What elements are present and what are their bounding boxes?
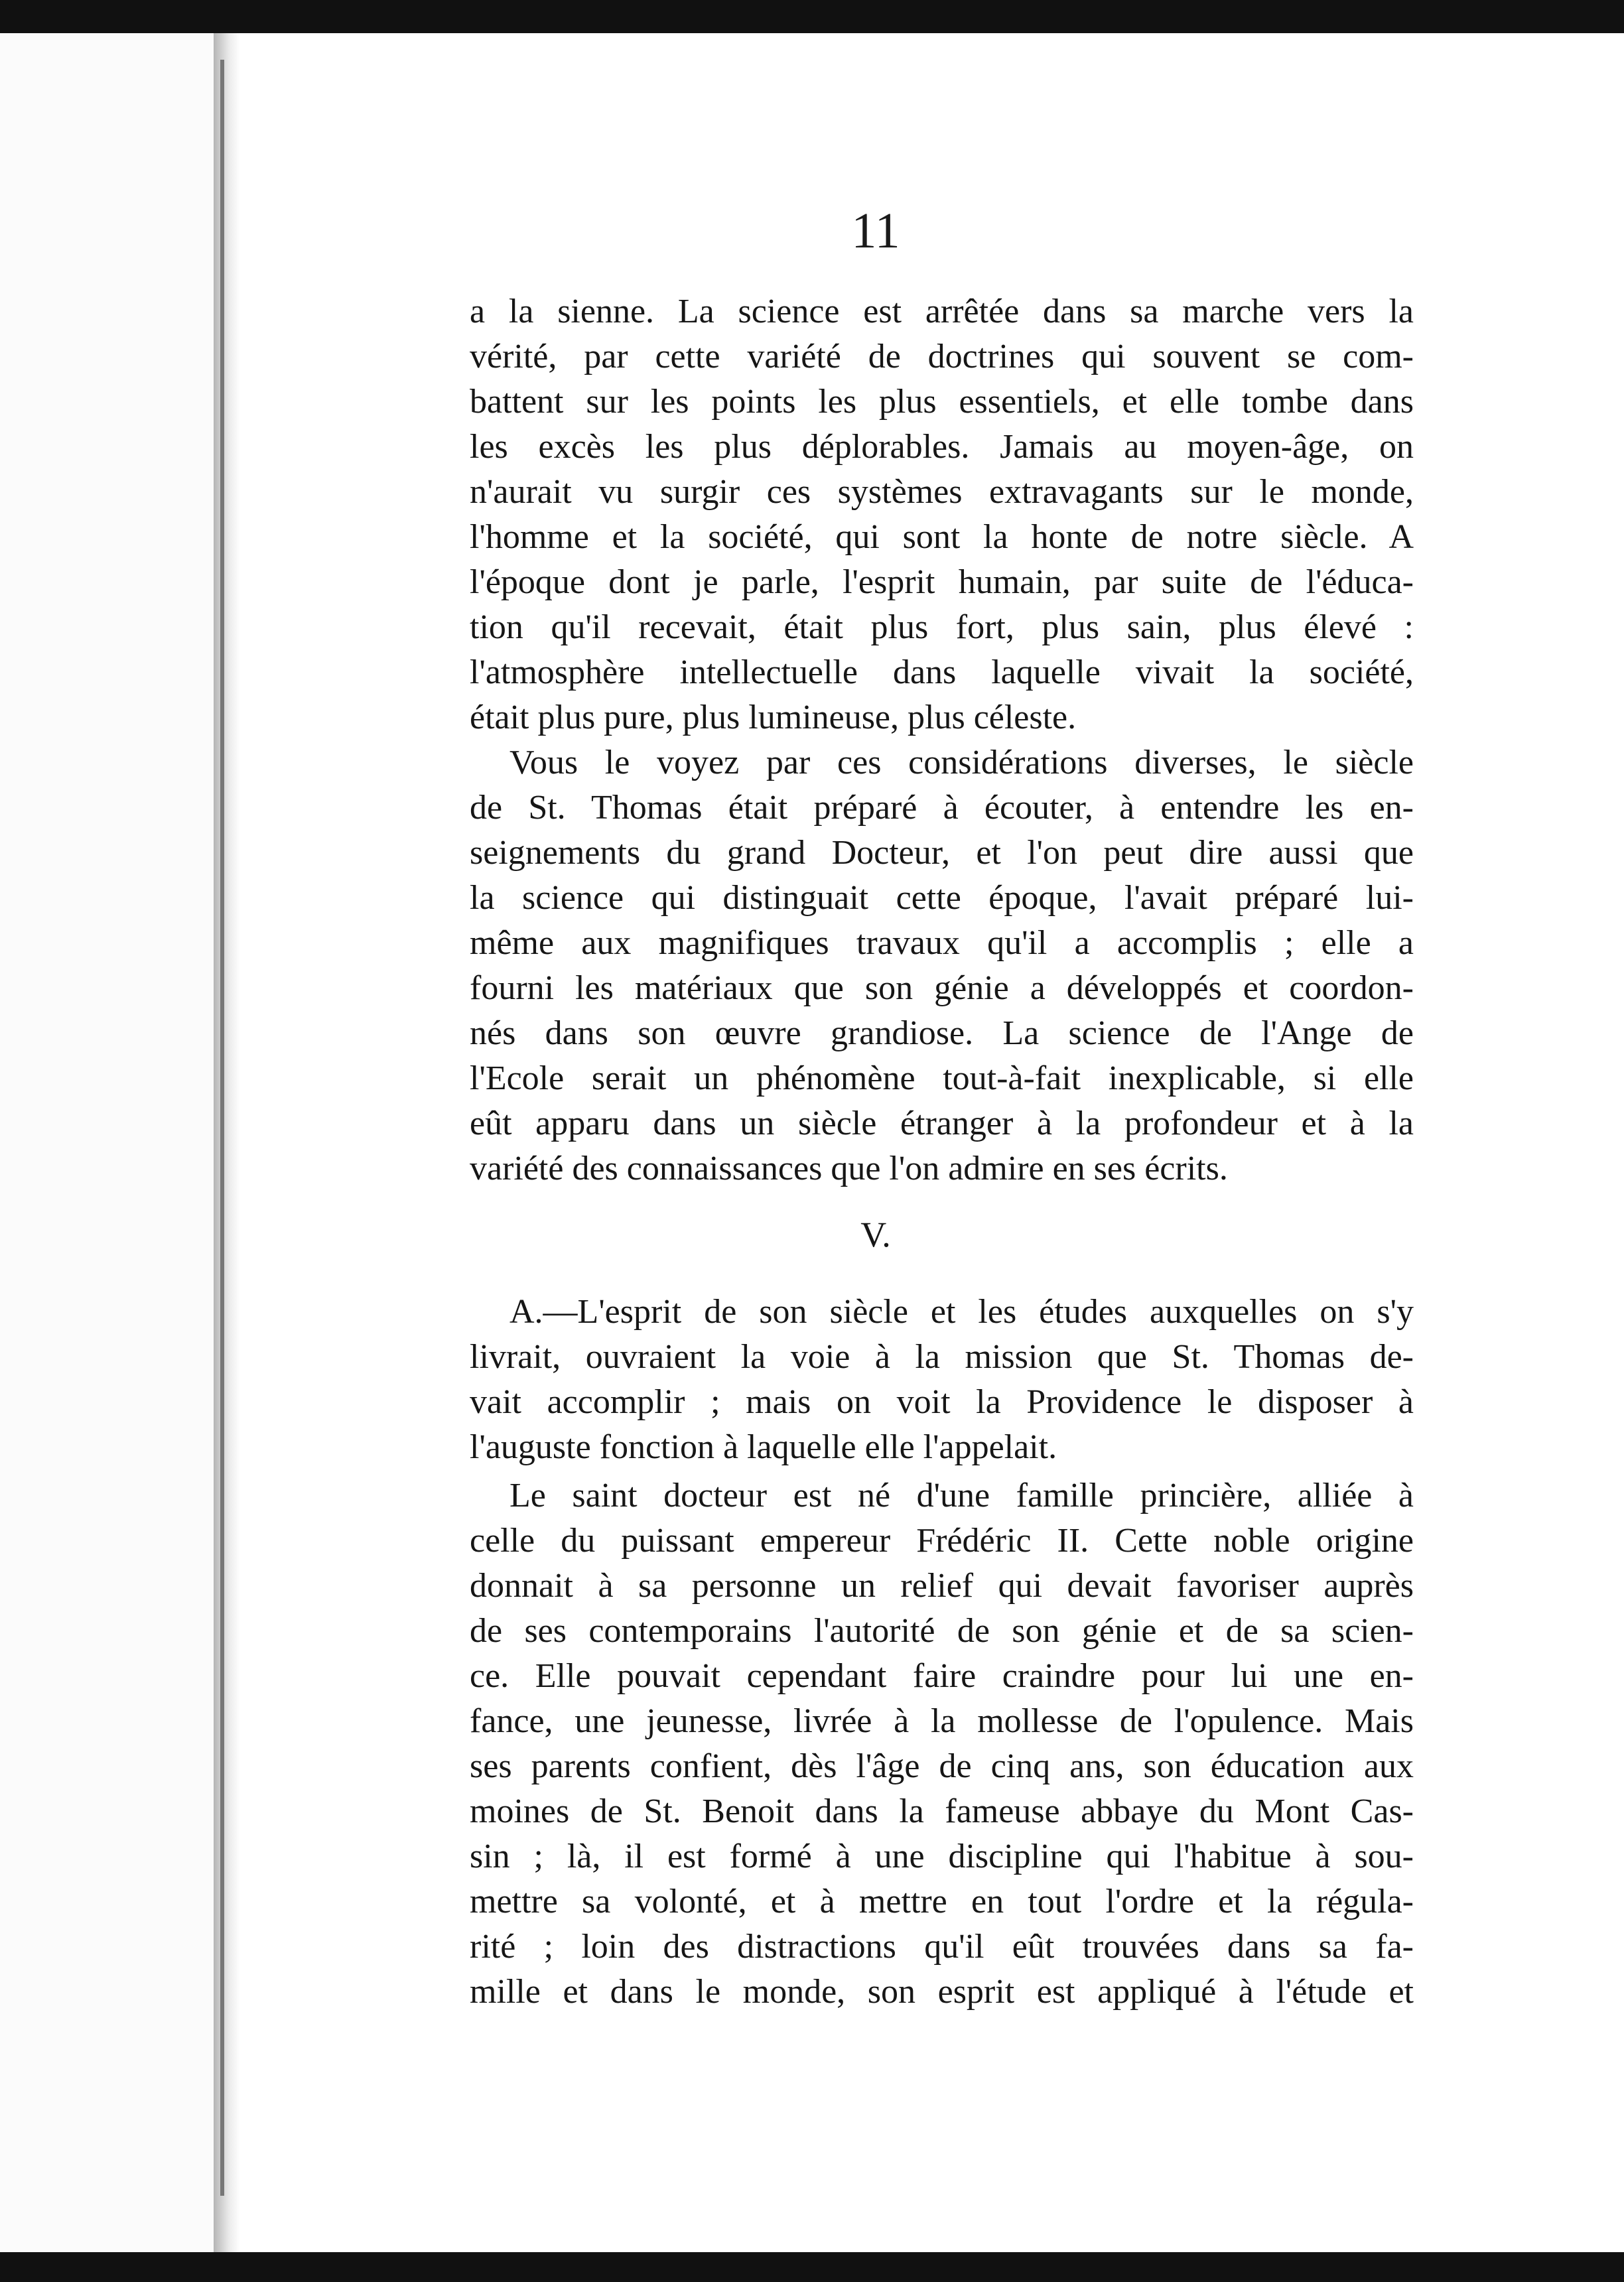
text-line: vait accomplir ; mais on voit la Providence le disposer à bbox=[470, 1383, 1414, 1421]
text-line: donnait à sa personne un relief qui devait favoriser auprès bbox=[470, 1567, 1414, 1605]
text-line: Le saint docteur est né d'une famille princière, alliée à bbox=[509, 1477, 1414, 1514]
text-line: ce. Elle pouvait cependant faire craindre pour lui une en- bbox=[470, 1657, 1414, 1695]
text-line: variété des connaissances que l'on admire en ses écrits. bbox=[470, 1150, 1228, 1187]
section-heading: V. bbox=[860, 1215, 891, 1254]
page-number: 11 bbox=[851, 203, 900, 259]
text-line: même aux magnifiques travaux qu'il a accomplis ; elle a bbox=[470, 924, 1414, 962]
text-line: mille et dans le monde, son esprit est appliqué à l'étude et bbox=[470, 1973, 1414, 2011]
facing-page-edge bbox=[0, 33, 214, 2252]
text-line: nés dans son œuvre grandiose. La science de l'Ange de bbox=[470, 1014, 1414, 1052]
text-line: tion qu'il recevait, était plus fort, plus sain, plus élevé : bbox=[470, 608, 1414, 646]
text-line: celle du puissant empereur Frédéric II. Cette noble origine bbox=[470, 1522, 1414, 1560]
text-line: l'atmosphère intellectuelle dans laquelle vivait la société, bbox=[470, 653, 1414, 691]
text-line: livrait, ouvraient la voie à la mission que St. Thomas de- bbox=[470, 1338, 1414, 1376]
binding-gutter bbox=[220, 60, 224, 2196]
text-line: l'auguste fonction à laquelle elle l'appelait. bbox=[470, 1428, 1057, 1466]
text-line: battent sur les points les plus essentiels, et elle tombe dans bbox=[470, 383, 1414, 421]
text-line: fourni les matériaux que son génie a développés et coordon- bbox=[470, 969, 1414, 1007]
text-line: a la sienne. La science est arrêtée dans sa marche vers la bbox=[470, 293, 1414, 330]
text-line: n'aurait vu surgir ces systèmes extravagants sur le monde, bbox=[470, 473, 1414, 511]
text-line: seignements du grand Docteur, et l'on peut dire aussi que bbox=[470, 834, 1414, 872]
text-line: rité ; loin des distractions qu'il eût trouvées dans sa fa- bbox=[470, 1928, 1414, 1966]
scan-bottom-border bbox=[0, 2252, 1624, 2282]
text-line: l'époque dont je parle, l'esprit humain, par suite de l'éduca- bbox=[470, 563, 1414, 601]
text-line: l'homme et la société, qui sont la honte de notre siècle. A bbox=[470, 518, 1414, 556]
text-line: ses parents confient, dès l'âge de cinq ans, son éducation aux bbox=[470, 1747, 1414, 1785]
text-line: Vous le voyez par ces considérations diverses, le siècle bbox=[509, 744, 1414, 781]
text-line: mettre sa volonté, et à mettre en tout l'ordre et la régula- bbox=[470, 1883, 1414, 1920]
text-line: les excès les plus déplorables. Jamais au moyen-âge, on bbox=[470, 428, 1414, 466]
text-line: était plus pure, plus lumineuse, plus céleste. bbox=[470, 699, 1077, 736]
text-line: eût apparu dans un siècle étranger à la profondeur et à la bbox=[470, 1105, 1414, 1142]
binding-shadow bbox=[214, 33, 240, 2252]
scan-top-border bbox=[0, 0, 1624, 33]
text-line: A.—L'esprit de son siècle et les études auxquelles on s'y bbox=[509, 1293, 1414, 1331]
text-line: moines de St. Benoit dans la fameuse abbaye du Mont Cas- bbox=[470, 1792, 1414, 1830]
text-line: de St. Thomas était préparé à écouter, à entendre les en- bbox=[470, 789, 1414, 827]
text-line: fance, une jeunesse, livrée à la mollesse de l'opulence. Mais bbox=[470, 1702, 1414, 1740]
text-line: la science qui distinguait cette époque, l'avait préparé lui- bbox=[470, 879, 1414, 917]
text-line: sin ; là, il est formé à une discipline qui l'habitue à sou- bbox=[470, 1838, 1414, 1875]
text-line: de ses contemporains l'autorité de son génie et de sa scien- bbox=[470, 1612, 1414, 1650]
text-line: l'Ecole serait un phénomène tout-à-fait inexplicable, si elle bbox=[470, 1059, 1414, 1097]
text-line: vérité, par cette variété de doctrines qui souvent se com- bbox=[470, 338, 1414, 375]
